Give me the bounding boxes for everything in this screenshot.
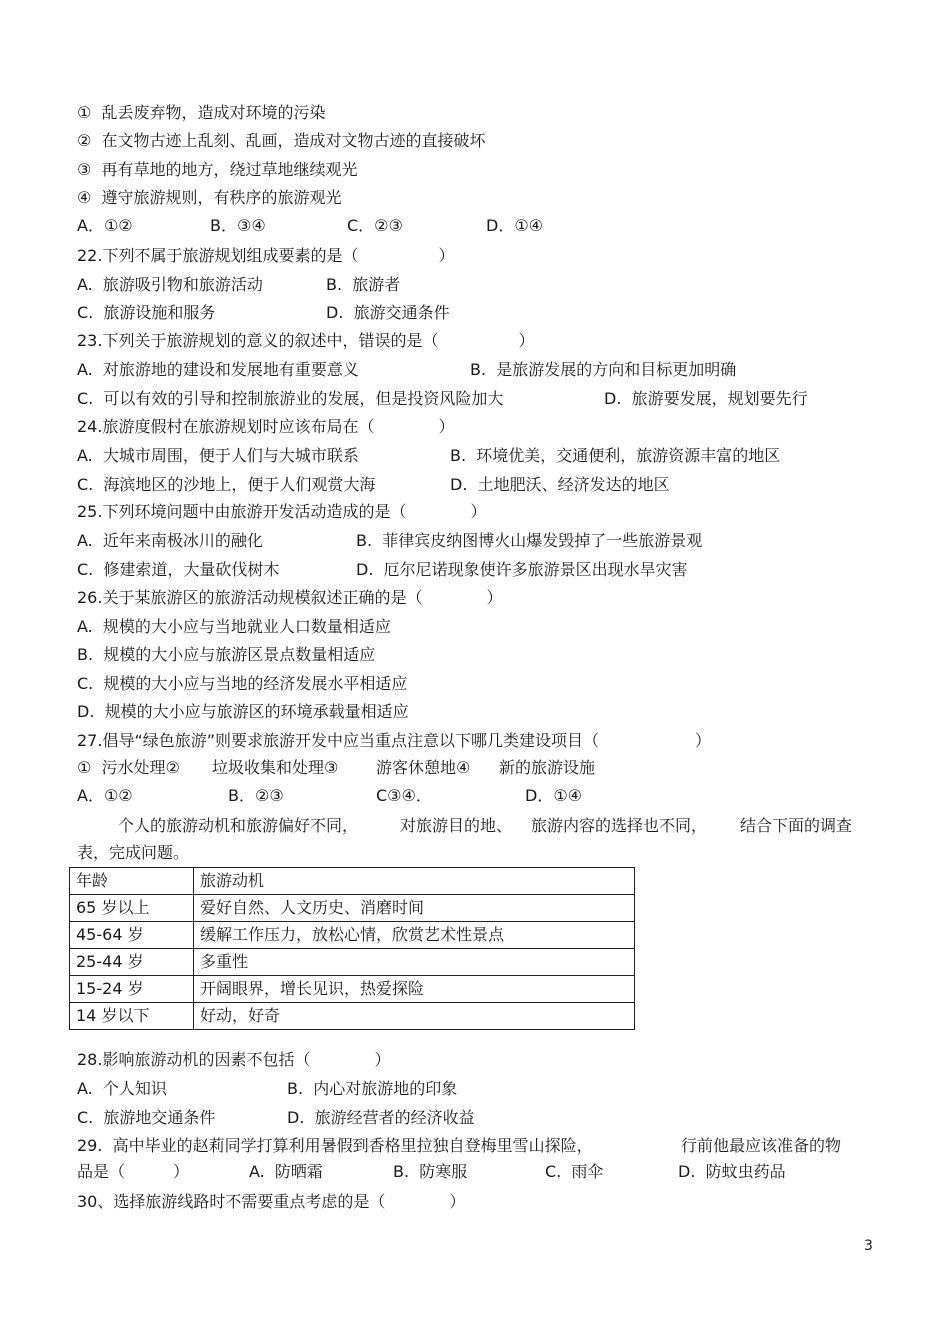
table-row	[70, 949, 635, 976]
q23-option-a: A. 对旅游地的建设和发展地有重要意义	[77, 360, 359, 379]
intro-part-3: 旅游内容的选择也不同，	[531, 816, 708, 835]
q26-stem: 26.关于某旅游区的旅游活动规模叙述正确的是（ ）	[77, 588, 503, 607]
table-cell-age: 25-44 岁	[70, 949, 194, 976]
table-cell-age: 65 岁以上	[70, 895, 194, 922]
intro-part-1: 个人的旅游动机和旅游偏好不同，	[118, 816, 359, 835]
page-number: 3	[864, 1238, 873, 1254]
q29-option-a: A. 防晒霜	[249, 1162, 323, 1181]
q21-option-b: B．③④	[210, 216, 266, 235]
q26-option-a: A. 规模的大小应与当地就业人口数量相适应	[77, 617, 391, 636]
q22-option-c: C. 旅游设施和服务	[77, 303, 216, 322]
q21-option-a: A．①②	[77, 216, 133, 235]
table-header-motive: 旅游动机	[194, 868, 635, 895]
q21-item-3: ③ 再有草地的地方，绕过草地继续观光	[77, 160, 358, 179]
q27-item-3: 游客休憩地④	[376, 758, 471, 777]
q29-line-1: 29. 高中毕业的赵莉同学打算利用暑假到香格里拉独自登梅里雪山探险，	[77, 1136, 593, 1155]
table-cell-age: 15-24 岁	[70, 976, 194, 1003]
table-cell-motive: 开阔眼界，增长见识，热爱探险	[194, 976, 635, 1003]
q25-option-a: A. 近年来南极冰川的融化	[77, 531, 263, 550]
q28-stem: 28.影响旅游动机的因素不包括（ ）	[77, 1050, 391, 1069]
q24-option-a: A. 大城市周围，便于人们与大城市联系	[77, 446, 359, 465]
q27-option-c: C③④．	[376, 786, 432, 805]
q29-option-d: D. 防蚊虫药品	[678, 1162, 786, 1181]
q29-option-b: B. 防寒服	[393, 1162, 468, 1181]
q29-stem-end: 品是（ ）	[77, 1162, 190, 1181]
table-cell-motive: 缓解工作压力，放松心情，欣赏艺术性景点	[194, 922, 635, 949]
q25-stem: 25.下列环境问题中由旅游开发活动造成的是（ ）	[77, 502, 487, 521]
q24-option-b: B. 环境优美，交通便利，旅游资源丰富的地区	[450, 446, 781, 465]
intro-part-2: 对旅游目的地、	[400, 816, 513, 835]
table-row	[70, 922, 635, 949]
table-header-age: 年龄	[70, 868, 194, 895]
q21-option-d: D．①④	[486, 216, 544, 235]
q27-item-1: ① 污水处理②	[77, 758, 180, 777]
table-cell-age: 45-64 岁	[70, 922, 194, 949]
q22-option-a: A. 旅游吸引物和旅游活动	[77, 275, 263, 294]
q27-item-4: 新的旅游设施	[499, 758, 596, 777]
q21-item-2: ② 在文物古迹上乱刻、乱画，造成对文物古迹的直接破坏	[77, 131, 486, 150]
table-cell-motive: 好动，好奇	[194, 1003, 635, 1030]
q26-option-b: B. 规模的大小应与旅游区景点数量相适应	[77, 645, 376, 664]
q29-option-c: C. 雨伞	[545, 1162, 604, 1181]
table-row	[70, 1003, 635, 1030]
table-cell-motive: 多重性	[194, 949, 635, 976]
q21-item-1: ① 乱丢废弃物，造成对环境的污染	[77, 103, 326, 122]
q23-option-c: C. 可以有效的引导和控制旅游业的发展，但是投资风险加大	[77, 389, 504, 408]
table-cell-motive: 爱好自然、人文历史、消磨时间	[194, 895, 635, 922]
q25-option-c: C. 修建索道，大量砍伐树木	[77, 560, 280, 579]
intro-part-4: 结合下面的调查	[740, 816, 853, 835]
q27-option-b: B．②③	[228, 786, 284, 805]
q24-stem: 24.旅游度假村在旅游规划时应该布局在（ ）	[77, 417, 455, 436]
q27-option-d: D．①④	[525, 786, 583, 805]
q22-option-b: B. 旅游者	[326, 275, 401, 294]
q30-stem: 30、选择旅游线路时不需要重点考虑的是（ ）	[77, 1192, 466, 1211]
q26-option-c: C. 规模的大小应与当地的经济发展水平相适应	[77, 674, 408, 693]
q27-item-2: 垃圾收集和处理③	[212, 758, 339, 777]
q28-option-a: A. 个人知识	[77, 1079, 167, 1098]
q25-option-d: D. 厄尔尼诺现象使许多旅游景区出现水旱灾害	[356, 560, 688, 579]
q27-stem: 27.倡导“绿色旅游”则要求旅游开发中应当重点注意以下哪几类建设项目（ ）	[77, 731, 712, 750]
q21-item-4: ④ 遵守旅游规则，有秩序的旅游观光	[77, 188, 342, 207]
q27-option-a: A．①②	[77, 786, 133, 805]
q23-option-b: B. 是旅游发展的方向和目标更加明确	[470, 360, 737, 379]
q22-option-d: D. 旅游交通条件	[326, 303, 450, 322]
q23-option-d: D. 旅游要发展，规划要先行	[604, 389, 808, 408]
table-row	[70, 976, 635, 1003]
q22-stem: 22.下列不属于旅游规划组成要素的是（ ）	[77, 246, 455, 265]
q29-line-1-end: 行前他最应该准备的物	[681, 1136, 842, 1155]
intro-line-2: 表，完成问题。	[77, 843, 190, 862]
q24-option-c: C. 海滨地区的沙地上，便于人们观赏大海	[77, 475, 376, 494]
q28-option-c: C. 旅游地交通条件	[77, 1108, 216, 1127]
q21-option-c: C．②③	[347, 216, 403, 235]
table-header-row	[70, 868, 635, 895]
q23-stem: 23.下列关于旅游规划的意义的叙述中，错误的是（ ）	[77, 331, 535, 350]
q26-option-d: D. 规模的大小应与旅游区的环境承载量相适应	[77, 702, 409, 721]
table-cell-age: 14 岁以下	[70, 1003, 194, 1030]
table-row	[70, 895, 635, 922]
q28-option-d: D. 旅游经营者的经济收益	[287, 1108, 475, 1127]
q25-option-b: B. 菲律宾皮纳图博火山爆发毁掉了一些旅游景观	[356, 531, 703, 550]
q28-option-b: B. 内心对旅游地的印象	[287, 1079, 458, 1098]
q24-option-d: D. 土地肥沃、经济发达的地区	[450, 475, 670, 494]
survey-table	[69, 867, 635, 1030]
